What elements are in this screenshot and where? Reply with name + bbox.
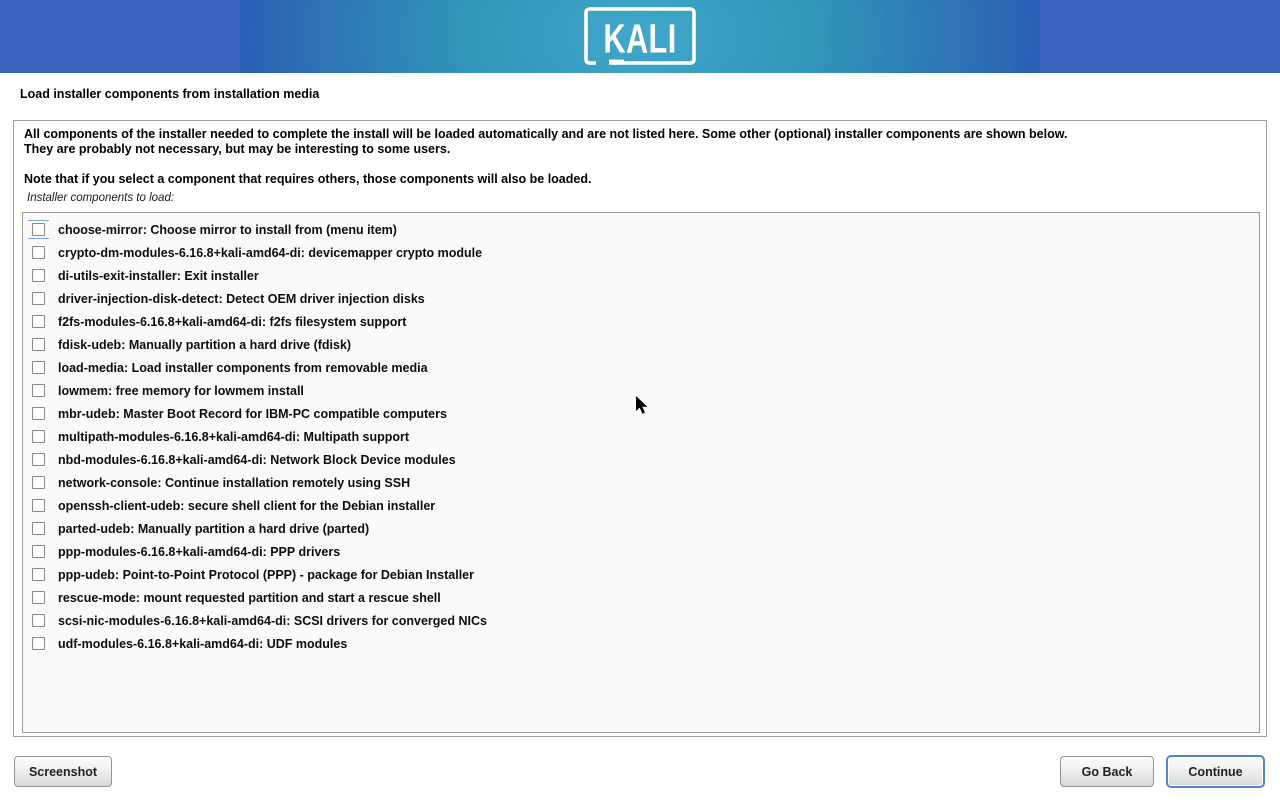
checkbox-focus-wrap (28, 565, 49, 584)
checkbox-focus-wrap (28, 358, 49, 377)
component-checkbox[interactable] (32, 384, 45, 397)
header-banner (0, 0, 1280, 73)
checkbox-focus-wrap (28, 404, 49, 423)
component-label: ppp-udeb: Point-to-Point Protocol (PPP) - package for Debian Installer (58, 567, 474, 582)
checkbox-focus-wrap (28, 450, 49, 469)
checkbox-focus-wrap (28, 266, 49, 285)
note-text: Note that if you select a component that requires others, those components will also be loaded. (24, 172, 592, 186)
component-row[interactable] (23, 333, 1259, 356)
component-row[interactable] (23, 586, 1259, 609)
component-label: udf-modules-6.16.8+kali-amd64-di: UDF modules (58, 636, 348, 651)
component-row[interactable] (23, 517, 1259, 540)
component-row[interactable] (23, 448, 1259, 471)
component-label: nbd-modules-6.16.8+kali-amd64-di: Network Block Device modules (58, 452, 456, 467)
component-label: crypto-dm-modules-6.16.8+kali-amd64-di: devicemapper crypto module (58, 245, 483, 260)
component-checkbox[interactable] (32, 545, 45, 558)
component-checkbox[interactable] (32, 591, 45, 604)
screenshot-button[interactable]: Screenshot (14, 756, 112, 787)
component-checkbox[interactable] (32, 476, 45, 489)
component-row[interactable] (23, 494, 1259, 517)
component-checkbox[interactable] (32, 568, 45, 581)
intro-line-1: All components of the installer needed to complete the install will be loaded automatically and are not listed here. Some other (optional) installer components are shown below. (24, 127, 1068, 141)
checkbox-focus-wrap (28, 289, 49, 308)
checkbox-focus-wrap (28, 496, 49, 515)
component-row[interactable] (23, 264, 1259, 287)
component-label: scsi-nic-modules-6.16.8+kali-amd64-di: SCSI drivers for converged NICs (58, 613, 487, 628)
go-back-button[interactable]: Go Back (1060, 756, 1154, 787)
component-row[interactable] (23, 632, 1259, 655)
checkbox-focus-wrap (28, 312, 49, 331)
checkbox-focus-wrap (28, 634, 49, 653)
component-row[interactable] (23, 218, 1259, 241)
component-row[interactable] (23, 425, 1259, 448)
component-label: multipath-modules-6.16.8+kali-amd64-di: Multipath support (58, 429, 410, 444)
checkbox-focus-wrap (28, 588, 49, 607)
component-checkbox[interactable] (32, 407, 45, 420)
content-frame (13, 120, 1267, 737)
component-checkbox[interactable] (32, 269, 45, 282)
component-label: driver-injection-disk-detect: Detect OEM driver injection disks (58, 291, 425, 306)
component-label: parted-udeb: Manually partition a hard drive (parted) (58, 521, 370, 536)
checkbox-focus-wrap (28, 473, 49, 492)
component-row[interactable] (23, 609, 1259, 632)
checkbox-focus-wrap (28, 611, 49, 630)
component-label: fdisk-udeb: Manually partition a hard drive (fdisk) (58, 337, 352, 352)
component-row[interactable] (23, 241, 1259, 264)
components-list-label: Installer components to load: (27, 192, 175, 204)
component-row[interactable] (23, 310, 1259, 333)
component-label: di-utils-exit-installer: Exit installer (58, 268, 259, 283)
component-checkbox[interactable] (32, 246, 45, 259)
checkbox-focus-wrap (28, 427, 49, 446)
component-label: mbr-udeb: Master Boot Record for IBM-PC compatible computers (58, 406, 447, 421)
components-list (22, 212, 1260, 733)
component-row[interactable] (23, 563, 1259, 586)
checkbox-focus-wrap (28, 381, 49, 400)
component-label: rescue-mode: mount requested partition and start a rescue shell (58, 590, 441, 605)
component-label: load-media: Load installer components from removable media (58, 360, 428, 375)
component-label: lowmem: free memory for lowmem install (58, 383, 304, 398)
component-row[interactable] (23, 540, 1259, 563)
kali-logo (584, 7, 696, 67)
kali-logo-text: KALI (603, 15, 677, 62)
checkbox-focus-wrap (28, 542, 49, 561)
component-label: f2fs-modules-6.16.8+kali-amd64-di: f2fs filesystem support (58, 314, 407, 329)
page-title: Load installer components from installation media (20, 87, 320, 101)
component-checkbox[interactable] (32, 223, 45, 236)
component-label: network-console: Continue installation remotely using SSH (58, 475, 411, 490)
continue-button[interactable]: Continue (1166, 755, 1265, 788)
component-checkbox[interactable] (32, 637, 45, 650)
component-checkbox[interactable] (32, 315, 45, 328)
component-checkbox[interactable] (32, 453, 45, 466)
component-checkbox[interactable] (32, 499, 45, 512)
component-checkbox[interactable] (32, 614, 45, 627)
component-label: choose-mirror: Choose mirror to install from (menu item) (58, 222, 397, 237)
component-row[interactable] (23, 356, 1259, 379)
checkbox-focus-wrap (28, 243, 49, 262)
component-checkbox[interactable] (32, 522, 45, 535)
intro-text (24, 127, 1260, 157)
component-checkbox[interactable] (32, 361, 45, 374)
checkbox-focus-wrap (28, 335, 49, 354)
checkbox-focus-wrap (28, 220, 49, 239)
component-label: ppp-modules-6.16.8+kali-amd64-di: PPP drivers (58, 544, 341, 559)
intro-line-2: They are probably not necessary, but may be interesting to some users. (24, 142, 451, 156)
component-checkbox[interactable] (32, 430, 45, 443)
component-row[interactable] (23, 287, 1259, 310)
component-row[interactable] (23, 471, 1259, 494)
component-label: openssh-client-udeb: secure shell client for the Debian installer (58, 498, 436, 513)
mouse-cursor (636, 396, 648, 415)
component-checkbox[interactable] (32, 338, 45, 351)
checkbox-focus-wrap (28, 519, 49, 538)
component-checkbox[interactable] (32, 292, 45, 305)
